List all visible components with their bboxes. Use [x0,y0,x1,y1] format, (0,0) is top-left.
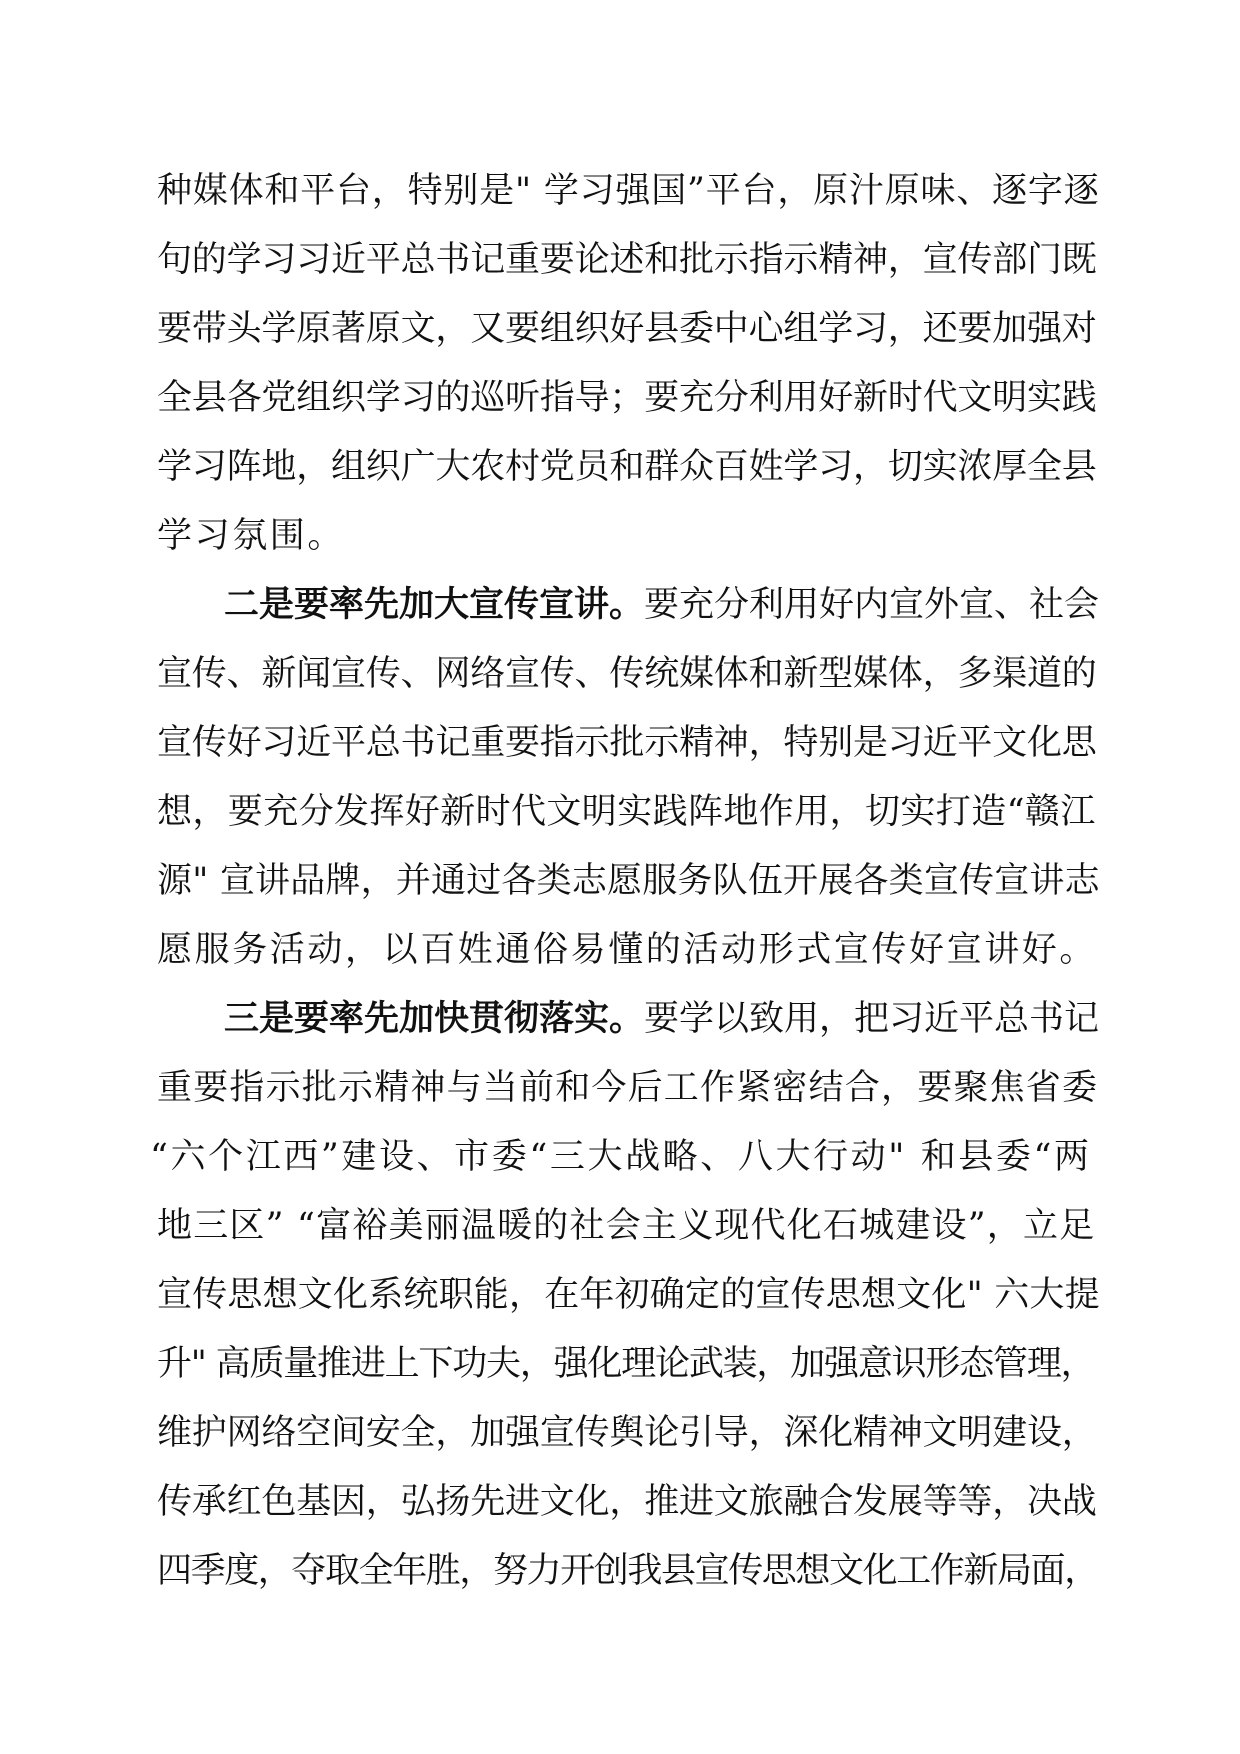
para2-line-5: 源" 宣讲品牌，并通过各类志愿服务队伍开展各类宣传宣讲志 [157,861,1100,901]
para3-line-2: 重要指示批示精神与当前和今后工作紧密结合，要聚焦省委 [157,1068,1099,1108]
para3-line-8: 传承红色基因，弘扬先进文化，推进文旅融合发展等等，决战 [157,1482,1097,1522]
para3-line-3: “六个江西”建设、市委“三大战略、八大行动" 和县委“两 [150,1137,1092,1177]
para2-line-1 [224,581,1124,629]
para1-line-1: 种媒体和平台，特别是" 学习强国”平台，原汁原味、逐字逐 [157,171,1100,211]
para3-lead: 三是要率先加快贯彻落实。 [224,998,645,1039]
para3-line-7: 维护网络空间安全，加强宣传舆论引导，深化精神文明建设， [157,1413,1097,1453]
para1-line-2: 句的学习习近平总书记重要论述和批示指示精神，宣传部门既 [157,240,1097,280]
para1-line-6: 学习氛围。 [157,516,346,556]
para3-line-5: 宣传思想文化系统职能，在年初确定的宣传思想文化" 六大提 [157,1275,1100,1315]
para3-line-6: 升" 高质量推进上下功夫，强化理论武装，加强意识形态管理， [157,1344,1095,1384]
para1-line-4: 全县各党组织学习的巡听指导；要充分利用好新时代文明实践 [157,378,1097,418]
para3-line-1 [224,995,1124,1043]
para2-line-3: 宣传好习近平总书记重要指示批示精神，特别是习近平文化思 [157,723,1097,763]
para2-line-2: 宣传、新闻宣传、网络宣传、传统媒体和新型媒体，多渠道的 [157,654,1097,694]
para3-line-4: 地三区” “富裕美丽温暖的社会主义现代化石城建设”，立足 [157,1206,1096,1246]
para3-line-9: 四季度，夺取全年胜，努力开创我县宣传思想文化工作新局面， [157,1551,1098,1591]
para3-line-1-rest: 要学以致用，把习近平总书记 [644,999,1100,1039]
para2-line-1-rest: 要充分利用好内宣外宣、社会 [644,585,1100,625]
para1-line-3: 要带头学原著原文，又要组织好县委中心组学习，还要加强对 [157,309,1097,349]
para2-lead: 二是要率先加大宣传宣讲。 [224,584,645,625]
para2-line-6: 愿服务活动，以百姓通俗易懂的活动形式宣传好宣讲好。 [157,930,1098,970]
para1-line-5: 学习阵地，组织广大农村党员和群众百姓学习，切实浓厚全县 [157,447,1097,487]
para2-line-4: 想，要充分发挥好新时代文明实践阵地作用，切实打造“赣江 [157,792,1096,832]
